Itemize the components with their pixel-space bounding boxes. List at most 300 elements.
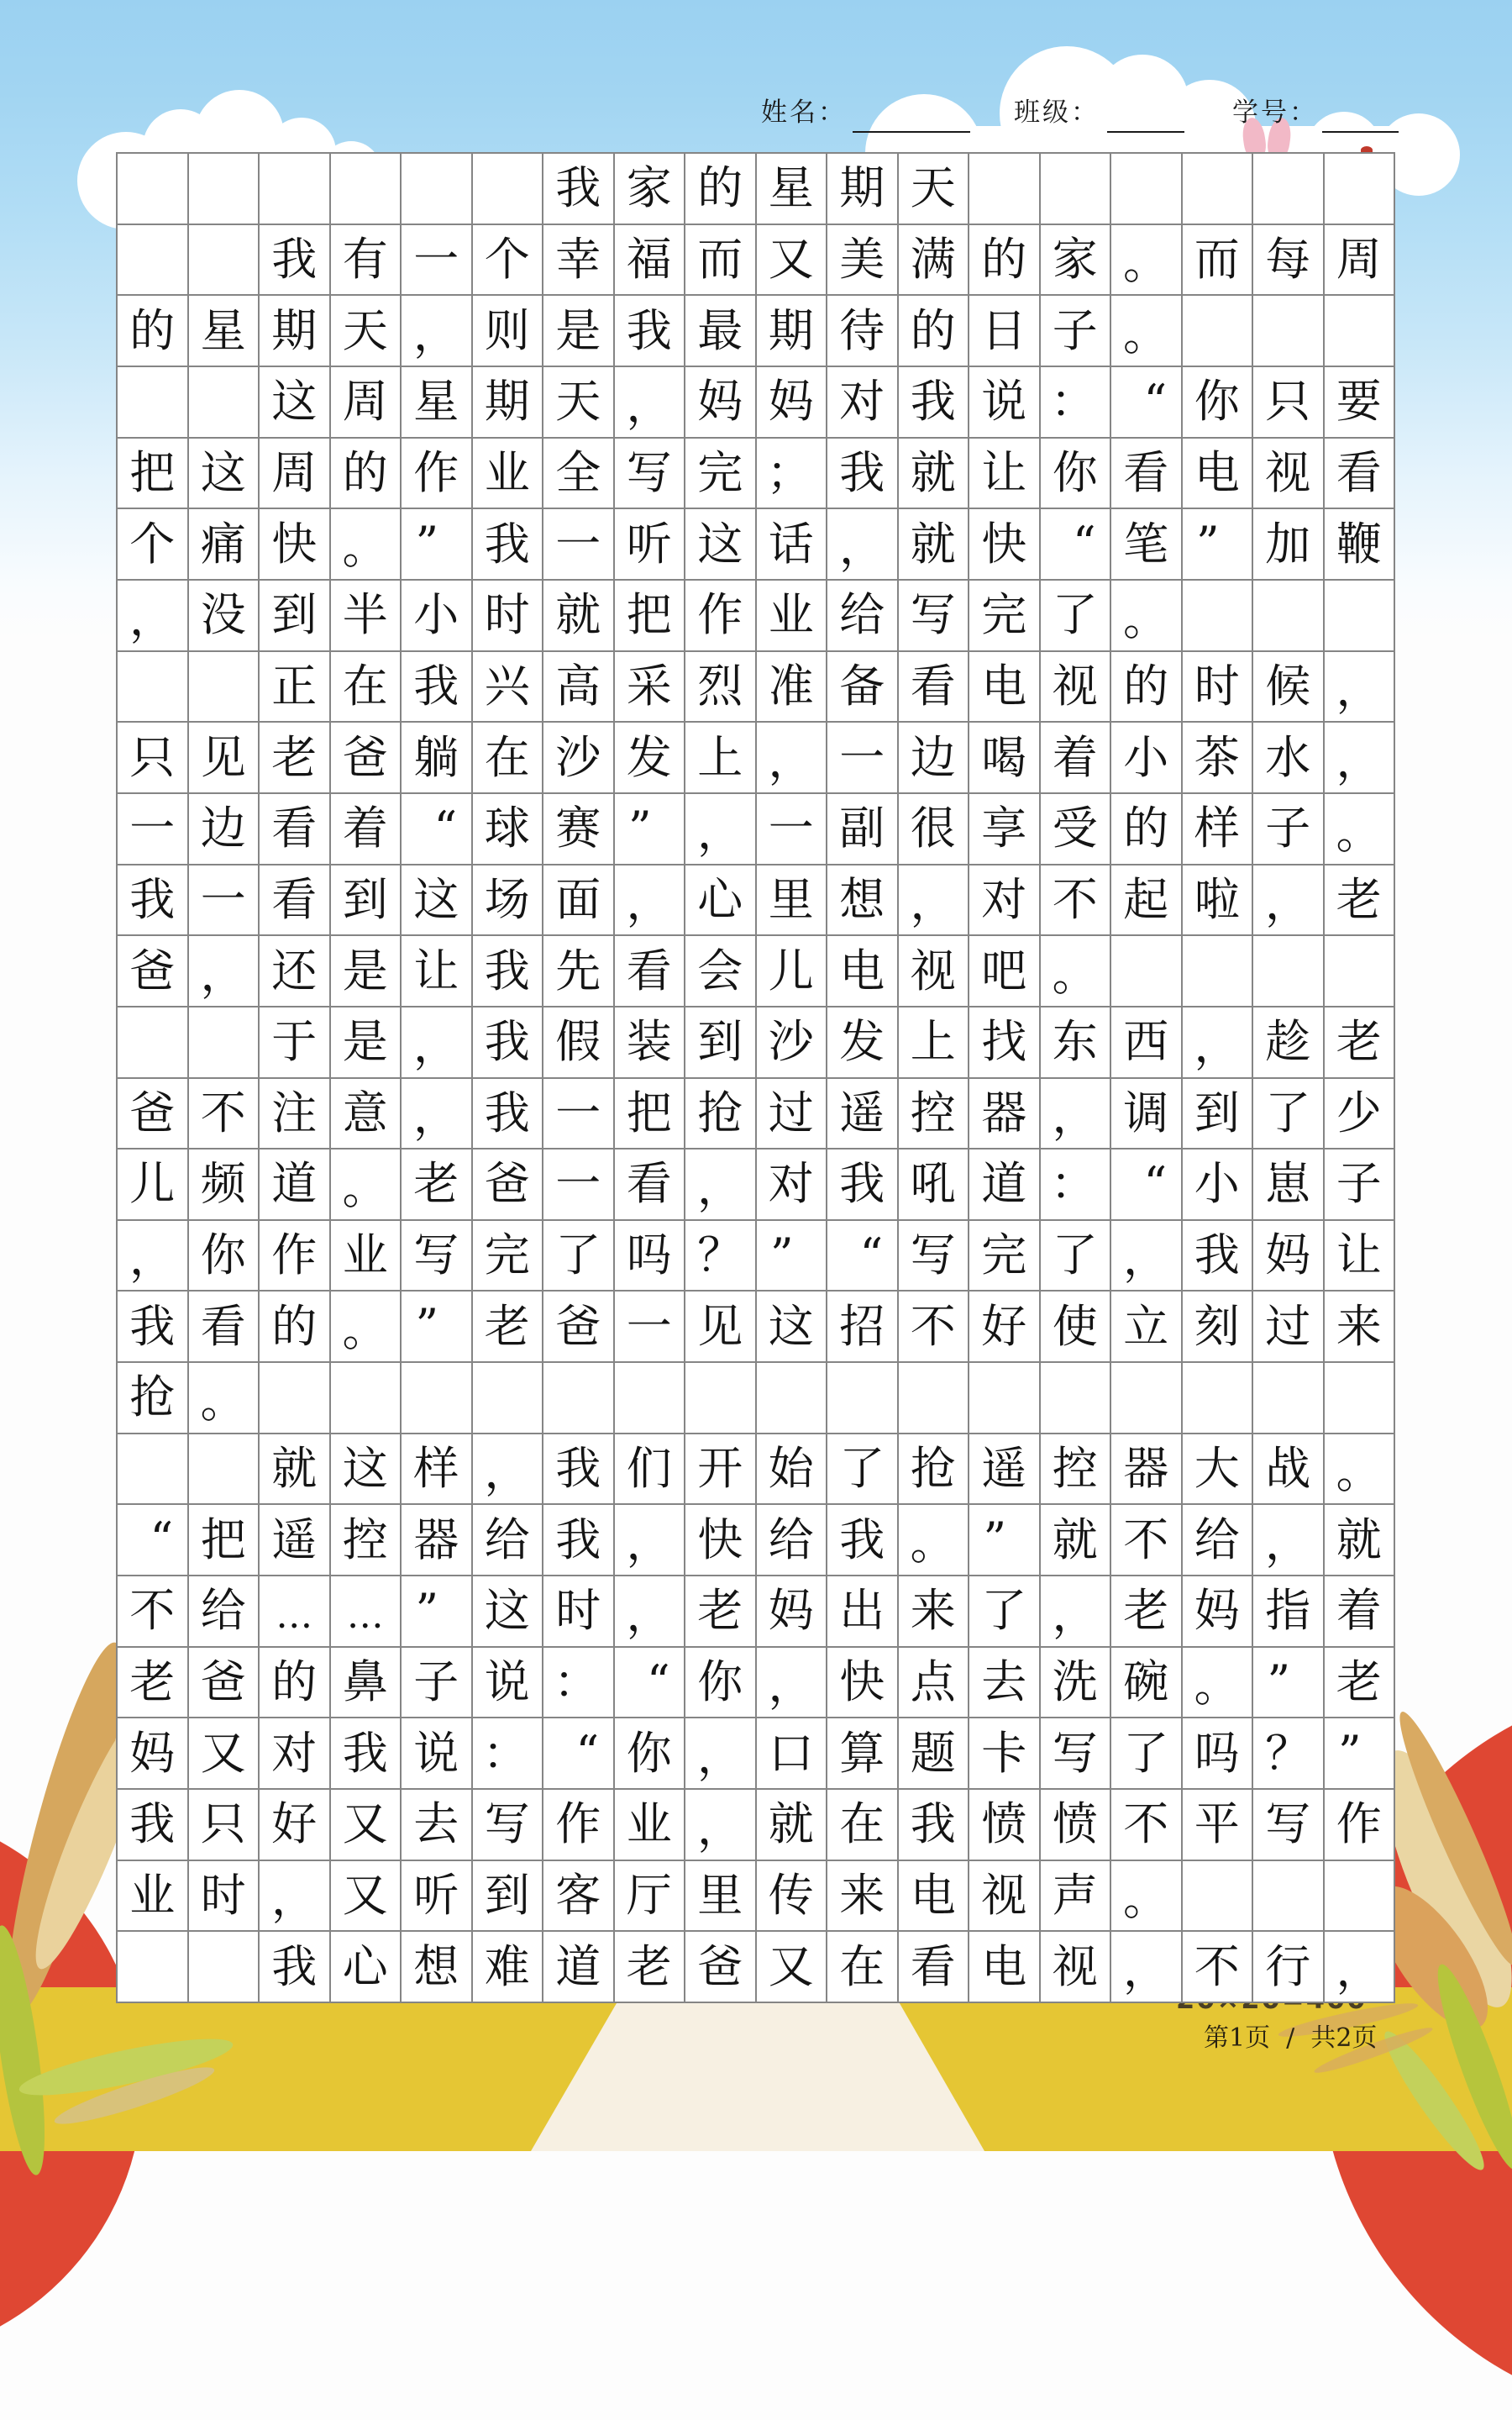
- grid-cell: 道: [543, 1932, 615, 2003]
- grid-cell: 一: [118, 794, 189, 865]
- grid-cell: 是: [331, 936, 402, 1007]
- grid-cell: [1183, 581, 1254, 652]
- grid-cell: ”: [615, 794, 686, 865]
- grid-cell: 老: [118, 1648, 189, 1719]
- grid-cell: 电: [827, 936, 899, 1007]
- grid-cell: 控: [1041, 1434, 1112, 1506]
- grid-cell: [189, 652, 260, 723]
- grid-cell: 洗: [1041, 1648, 1112, 1719]
- grid-cell: 吗: [615, 1221, 686, 1292]
- grid-cell: 不: [189, 1079, 260, 1150]
- grid-cell: 只: [118, 723, 189, 794]
- grid-cell: 每: [1253, 225, 1325, 297]
- grid-cell: ：: [543, 1648, 615, 1719]
- grid-cell: 半: [331, 581, 402, 652]
- grid-cell: 看: [1111, 439, 1183, 510]
- grid-cell: 崽: [1253, 1150, 1325, 1221]
- grid-cell: 的: [685, 154, 757, 225]
- grid-cell: 我: [899, 1790, 970, 1861]
- grid-cell: 我: [118, 1790, 189, 1861]
- grid-cell: 作: [402, 439, 473, 510]
- grid-cell: 的: [1111, 652, 1183, 723]
- grid-cell: 不: [118, 1576, 189, 1648]
- grid-cell: [1253, 1861, 1325, 1933]
- grid-cell: 采: [615, 652, 686, 723]
- grid-cell: 又: [189, 1718, 260, 1790]
- grid-cell: 时: [543, 1576, 615, 1648]
- grid-cell: 的: [118, 296, 189, 367]
- grid-cell: 只: [189, 1790, 260, 1861]
- grid-cell: 。: [1111, 1861, 1183, 1933]
- grid-cell: 你: [1041, 439, 1112, 510]
- grid-cell: 电: [969, 1932, 1041, 2003]
- grid-cell: ，: [685, 1790, 757, 1861]
- grid-cell: 碗: [1111, 1648, 1183, 1719]
- grid-cell: 。: [899, 1505, 970, 1576]
- grid-cell: [1253, 936, 1325, 1007]
- grid-cell: 儿: [757, 936, 828, 1007]
- grid-cell: 我: [260, 225, 331, 297]
- grid-cell: 我: [899, 367, 970, 439]
- grid-cell: 你: [685, 1648, 757, 1719]
- grid-cell: 满: [899, 225, 970, 297]
- grid-cell: 业: [615, 1790, 686, 1861]
- grid-cell: 候: [1253, 652, 1325, 723]
- grid-cell: 个: [473, 225, 544, 297]
- grid-cell: [189, 225, 260, 297]
- grid-cell: 上: [899, 1007, 970, 1079]
- grid-cell: 完: [969, 581, 1041, 652]
- grid-cell: 的: [969, 225, 1041, 297]
- grid-cell: 战: [1253, 1434, 1325, 1506]
- grid-cell: 给: [189, 1576, 260, 1648]
- grid-cell: 去: [969, 1648, 1041, 1719]
- grid-cell: 笔: [1111, 509, 1183, 581]
- grid-cell: [1183, 1363, 1254, 1434]
- grid-cell: 痛: [189, 509, 260, 581]
- grid-cell: 鼻: [331, 1648, 402, 1719]
- grid-cell: 了: [1041, 1221, 1112, 1292]
- grid-cell: 爸: [685, 1932, 757, 2003]
- grid-cell: 福: [615, 225, 686, 297]
- grid-cell: 视: [899, 936, 970, 1007]
- grid-cell: 电: [899, 1861, 970, 1933]
- grid-cell: 则: [473, 296, 544, 367]
- grid-cell: 日: [969, 296, 1041, 367]
- grid-cell: 会: [685, 936, 757, 1007]
- grid-cell: 作: [260, 1221, 331, 1292]
- grid-cell: [118, 652, 189, 723]
- grid-cell: 一: [757, 794, 828, 865]
- grid-cell: ，: [827, 509, 899, 581]
- grid-cell: 爸: [331, 723, 402, 794]
- grid-cell: 。: [1325, 1434, 1396, 1506]
- grid-cell: 这: [331, 1434, 402, 1506]
- grid-cell: 器: [402, 1505, 473, 1576]
- grid-cell: ，: [1253, 865, 1325, 937]
- grid-cell: 期: [827, 154, 899, 225]
- grid-cell: 看: [615, 1150, 686, 1221]
- grid-cell: 这: [189, 439, 260, 510]
- grid-cell: 我: [827, 439, 899, 510]
- grid-cell: 喝: [969, 723, 1041, 794]
- grid-cell: 道: [969, 1150, 1041, 1221]
- grid-cell: 周: [331, 367, 402, 439]
- grid-cell: [969, 154, 1041, 225]
- grid-cell: 备: [827, 652, 899, 723]
- grid-cell: 想: [402, 1932, 473, 2003]
- grid-cell: ，: [189, 936, 260, 1007]
- grid-cell: 妈: [757, 1576, 828, 1648]
- grid-cell: ”: [969, 1505, 1041, 1576]
- grid-cell: 不: [1041, 865, 1112, 937]
- grid-cell: 我: [543, 154, 615, 225]
- grid-cell: 老: [1325, 1007, 1396, 1079]
- grid-cell: ，: [1325, 652, 1396, 723]
- grid-cell: 就: [260, 1434, 331, 1506]
- grid-cell: 我: [118, 1292, 189, 1363]
- grid-cell: “: [827, 1221, 899, 1292]
- grid-cell: ”: [757, 1221, 828, 1292]
- grid-cell: [118, 367, 189, 439]
- grid-cell: “: [1111, 1150, 1183, 1221]
- grid-cell: 来: [1325, 1292, 1396, 1363]
- grid-cell: 烈: [685, 652, 757, 723]
- grid-cell: 心: [685, 865, 757, 937]
- grid-cell: 对: [969, 865, 1041, 937]
- grid-cell: 水: [1253, 723, 1325, 794]
- grid-cell: 给: [757, 1505, 828, 1576]
- grid-cell: 子: [1325, 1150, 1396, 1221]
- grid-cell: 抢: [685, 1079, 757, 1150]
- grid-cell: 看: [189, 1292, 260, 1363]
- grid-cell: 厅: [615, 1861, 686, 1933]
- grid-cell: 时: [1183, 652, 1254, 723]
- grid-cell: 你: [1183, 367, 1254, 439]
- grid-cell: [473, 154, 544, 225]
- grid-cell: ，: [1041, 1576, 1112, 1648]
- grid-cell: 们: [615, 1434, 686, 1506]
- grid-cell: 的: [1111, 794, 1183, 865]
- grid-cell: 吼: [899, 1150, 970, 1221]
- grid-cell: [1183, 154, 1254, 225]
- grid-cell: ”: [1253, 1648, 1325, 1719]
- grid-cell: [1325, 296, 1396, 367]
- grid-cell: 要: [1325, 367, 1396, 439]
- grid-cell: 你: [615, 1718, 686, 1790]
- grid-cell: 话: [757, 509, 828, 581]
- grid-cell: …: [260, 1576, 331, 1648]
- grid-cell: 鞭: [1325, 509, 1396, 581]
- grid-cell: 立: [1111, 1292, 1183, 1363]
- grid-cell: 样: [402, 1434, 473, 1506]
- grid-cell: 着: [1041, 723, 1112, 794]
- grid-cell: 期: [473, 367, 544, 439]
- grid-cell: 视: [1253, 439, 1325, 510]
- grid-cell: 视: [1041, 652, 1112, 723]
- grid-cell: [1111, 936, 1183, 1007]
- grid-cell: 作: [1325, 1790, 1396, 1861]
- grid-cell: 看: [899, 1932, 970, 2003]
- grid-cell: “: [543, 1718, 615, 1790]
- grid-cell: 这: [402, 865, 473, 937]
- grid-cell: 业: [331, 1221, 402, 1292]
- grid-cell: 来: [899, 1576, 970, 1648]
- grid-cell: 个: [118, 509, 189, 581]
- grid-cell: 视: [1041, 1932, 1112, 2003]
- page-indicator: 第1页 / 共2页: [1204, 2023, 1378, 2053]
- grid-cell: [189, 1007, 260, 1079]
- grid-cell: 。: [1041, 936, 1112, 1007]
- grid-cell: 写: [1253, 1790, 1325, 1861]
- grid-cell: ，: [1253, 1505, 1325, 1576]
- grid-cell: ，: [1325, 1932, 1396, 2003]
- grid-cell: 到: [260, 581, 331, 652]
- grid-cell: ，: [757, 723, 828, 794]
- grid-cell: [899, 1363, 970, 1434]
- grid-cell: “: [615, 1648, 686, 1719]
- grid-cell: 沙: [543, 723, 615, 794]
- grid-cell: 点: [899, 1648, 970, 1719]
- grid-cell: 的: [899, 296, 970, 367]
- grid-cell: 抢: [899, 1434, 970, 1506]
- grid-cell: [1183, 936, 1254, 1007]
- grid-cell: 老: [1325, 865, 1396, 937]
- grid-cell: [189, 1932, 260, 2003]
- grid-cell: 不: [899, 1292, 970, 1363]
- grid-cell: 卡: [969, 1718, 1041, 1790]
- name-field: [853, 108, 970, 133]
- grid-cell: “: [1041, 509, 1112, 581]
- grid-cell: 幸: [543, 225, 615, 297]
- grid-cell: ，: [260, 1861, 331, 1933]
- name-label: 姓名：: [761, 97, 847, 128]
- grid-cell: ，: [685, 1150, 757, 1221]
- grid-cell: 来: [827, 1861, 899, 1933]
- grid-cell: 了: [1111, 1718, 1183, 1790]
- class-field: [1107, 108, 1184, 133]
- grid-cell: 兴: [473, 652, 544, 723]
- grid-cell: ，: [1111, 1221, 1183, 1292]
- grid-cell: 完: [685, 439, 757, 510]
- grid-cell: ，: [899, 865, 970, 937]
- grid-cell: [1183, 1861, 1254, 1933]
- grid-cell: 副: [827, 794, 899, 865]
- grid-cell: [260, 154, 331, 225]
- grid-cell: 不: [1111, 1790, 1183, 1861]
- grid-cell: 好: [969, 1292, 1041, 1363]
- grid-cell: 是: [331, 1007, 402, 1079]
- grid-cell: 遥: [260, 1505, 331, 1576]
- grid-cell: 。: [331, 1150, 402, 1221]
- grid-cell: 口: [757, 1718, 828, 1790]
- grid-cell: 这: [757, 1292, 828, 1363]
- grid-cell: [543, 1363, 615, 1434]
- grid-cell: ：: [473, 1718, 544, 1790]
- grid-cell: 作: [685, 581, 757, 652]
- grid-cell: 过: [1253, 1292, 1325, 1363]
- grid-cell: 意: [331, 1079, 402, 1150]
- grid-cell: [1325, 1861, 1396, 1933]
- grid-cell: 妈: [685, 367, 757, 439]
- grid-cell: [402, 1363, 473, 1434]
- grid-cell: [685, 1363, 757, 1434]
- grid-cell: 小: [1111, 723, 1183, 794]
- grid-cell: 儿: [118, 1150, 189, 1221]
- grid-cell: ，: [615, 1505, 686, 1576]
- grid-cell: 看: [615, 936, 686, 1007]
- grid-cell: 周: [1325, 225, 1396, 297]
- grid-cell: 抢: [118, 1363, 189, 1434]
- grid-cell: 老: [260, 723, 331, 794]
- grid-cell: 而: [685, 225, 757, 297]
- grid-cell: 到: [331, 865, 402, 937]
- grid-cell: 调: [1111, 1079, 1183, 1150]
- grid-cell: 让: [402, 936, 473, 1007]
- grid-cell: 准: [757, 652, 828, 723]
- grid-cell: 对: [260, 1718, 331, 1790]
- grid-cell: 时: [473, 581, 544, 652]
- grid-cell: [757, 1363, 828, 1434]
- grid-cell: 我: [260, 1932, 331, 2003]
- grid-cell: [1111, 1363, 1183, 1434]
- grid-cell: ”: [402, 1576, 473, 1648]
- grid-cell: 把: [118, 439, 189, 510]
- grid-cell: 受: [1041, 794, 1112, 865]
- grid-cell: 我: [543, 1505, 615, 1576]
- grid-cell: 这: [473, 1576, 544, 1648]
- grid-cell: [189, 1434, 260, 1506]
- grid-cell: 开: [685, 1434, 757, 1506]
- grid-cell: 业: [757, 581, 828, 652]
- grid-cell: 时: [189, 1861, 260, 1933]
- grid-cell: 子: [1253, 794, 1325, 865]
- grid-cell: 遥: [969, 1434, 1041, 1506]
- grid-cell: ，: [473, 1434, 544, 1506]
- grid-cell: 我: [473, 1079, 544, 1150]
- grid-cell: 很: [899, 794, 970, 865]
- essay-grid: [116, 152, 1395, 2003]
- grid-cell: 给: [473, 1505, 544, 1576]
- grid-cell: 星: [757, 154, 828, 225]
- grid-cell: 小: [402, 581, 473, 652]
- grid-cell: 待: [827, 296, 899, 367]
- grid-cell: 。: [331, 509, 402, 581]
- grid-cell: ，: [1111, 1932, 1183, 2003]
- grid-cell: 了: [1041, 581, 1112, 652]
- grid-cell: 高: [543, 652, 615, 723]
- grid-cell: 找: [969, 1007, 1041, 1079]
- grid-cell: [118, 1932, 189, 2003]
- grid-cell: 出: [827, 1576, 899, 1648]
- grid-cell: 老: [473, 1292, 544, 1363]
- grid-cell: 发: [615, 723, 686, 794]
- grid-cell: 一: [189, 865, 260, 937]
- grid-cell: 爸: [118, 1079, 189, 1150]
- grid-cell: ”: [402, 509, 473, 581]
- grid-cell: 。: [1183, 1648, 1254, 1719]
- grid-cell: 场: [473, 865, 544, 937]
- grid-cell: 正: [260, 652, 331, 723]
- grid-cell: 星: [189, 296, 260, 367]
- grid-cell: ：: [1041, 367, 1112, 439]
- grid-cell: 作: [543, 1790, 615, 1861]
- grid-cell: 一: [543, 1079, 615, 1150]
- grid-cell: 写: [1041, 1718, 1112, 1790]
- grid-cell: 里: [685, 1861, 757, 1933]
- grid-cell: 最: [685, 296, 757, 367]
- grid-cell: 对: [757, 1150, 828, 1221]
- grid-cell: [1253, 581, 1325, 652]
- grid-cell: 就: [899, 439, 970, 510]
- grid-cell: [118, 225, 189, 297]
- grid-cell: 在: [331, 652, 402, 723]
- grid-cell: [1253, 154, 1325, 225]
- grid-cell: 快: [260, 509, 331, 581]
- grid-cell: [1041, 154, 1112, 225]
- grid-cell: [189, 367, 260, 439]
- grid-cell: ，: [615, 1576, 686, 1648]
- grid-cell: [118, 154, 189, 225]
- grid-cell: 。: [331, 1292, 402, 1363]
- grid-cell: 。: [1111, 581, 1183, 652]
- grid-cell: 题: [899, 1718, 970, 1790]
- grid-cell: [1325, 936, 1396, 1007]
- grid-cell: 这: [685, 509, 757, 581]
- grid-cell: 。: [1111, 296, 1183, 367]
- grid-cell: 电: [1183, 439, 1254, 510]
- grid-cell: 我: [543, 1434, 615, 1506]
- grid-cell: 器: [969, 1079, 1041, 1150]
- grid-cell: 于: [260, 1007, 331, 1079]
- grid-cell: 里: [757, 865, 828, 937]
- grid-cell: [402, 154, 473, 225]
- grid-cell: 听: [615, 509, 686, 581]
- grid-cell: 的: [331, 439, 402, 510]
- grid-cell: 。: [1325, 794, 1396, 865]
- grid-cell: 看: [899, 652, 970, 723]
- grid-cell: 又: [757, 1932, 828, 2003]
- grid-cell: 妈: [757, 367, 828, 439]
- grid-cell: 写: [899, 581, 970, 652]
- grid-cell: 吧: [969, 936, 1041, 1007]
- grid-cell: 就: [757, 1790, 828, 1861]
- grid-cell: [1325, 581, 1396, 652]
- grid-cell: 茶: [1183, 723, 1254, 794]
- grid-cell: 少: [1325, 1079, 1396, 1150]
- grid-cell: 美: [827, 225, 899, 297]
- student-id-label: 学号：: [1232, 97, 1318, 128]
- grid-cell: 老: [615, 1932, 686, 2003]
- grid-cell: 加: [1253, 509, 1325, 581]
- grid-cell: [473, 1363, 544, 1434]
- grid-cell: 把: [189, 1505, 260, 1576]
- grid-cell: 好: [260, 1790, 331, 1861]
- grid-cell: [1041, 1363, 1112, 1434]
- grid-cell: 期: [757, 296, 828, 367]
- grid-cell: 一: [543, 509, 615, 581]
- grid-cell: 子: [402, 1648, 473, 1719]
- grid-cell: 我: [827, 1150, 899, 1221]
- grid-cell: ，: [402, 1007, 473, 1079]
- grid-cell: [260, 1363, 331, 1434]
- grid-cell: [118, 1434, 189, 1506]
- grid-cell: 了: [827, 1434, 899, 1506]
- grid-cell: 在: [473, 723, 544, 794]
- grid-cell: 一: [543, 1150, 615, 1221]
- grid-cell: 写: [615, 439, 686, 510]
- grid-cell: 始: [757, 1434, 828, 1506]
